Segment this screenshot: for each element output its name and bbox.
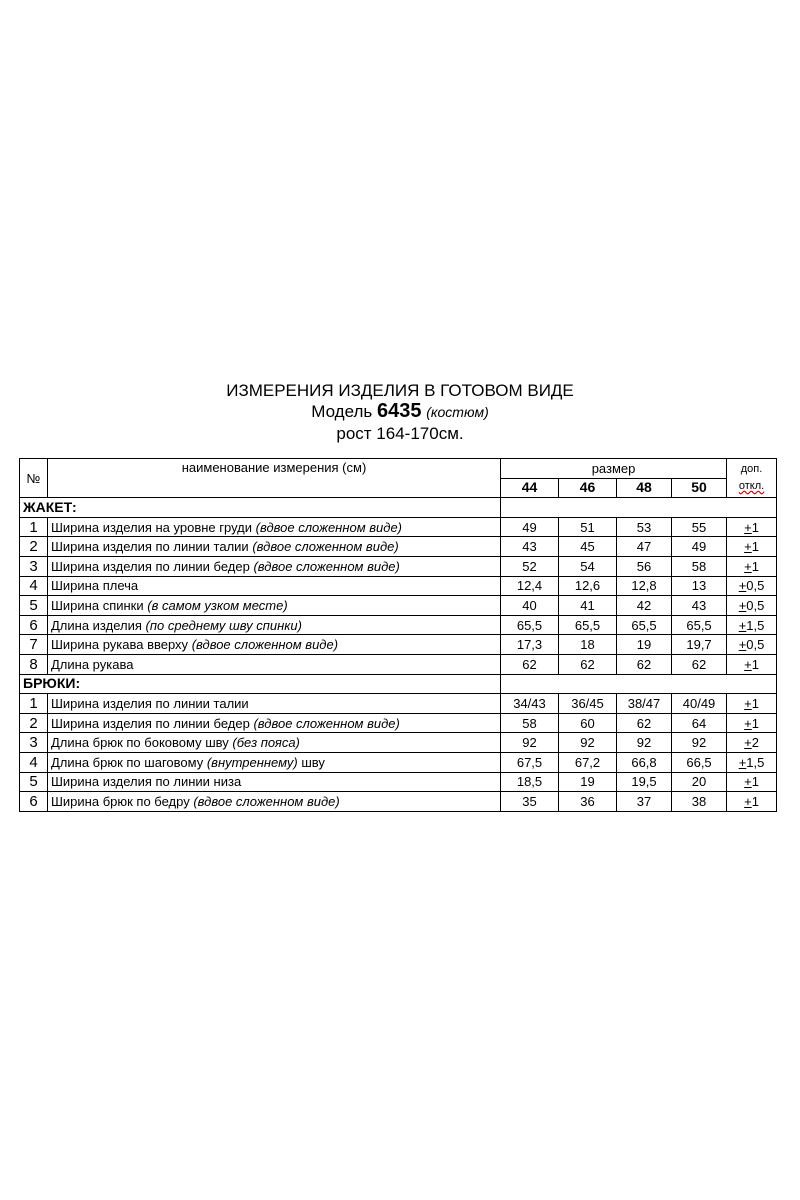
size-value: 18: [559, 635, 617, 655]
tolerance-value: [727, 713, 777, 733]
size-value: 37: [617, 792, 672, 812]
table-row: [20, 752, 777, 772]
tolerance-number: 0,5: [746, 637, 765, 653]
table-header-row: [20, 459, 777, 479]
measurement-name: [48, 596, 501, 616]
table-row: [20, 792, 777, 812]
col-name-header: наименование измерения (см): [48, 459, 501, 498]
table-row: [20, 694, 777, 714]
measurement-name: [48, 537, 501, 557]
size-value: 19: [559, 772, 617, 792]
size-value: 45: [559, 537, 617, 557]
size-value: 13: [672, 576, 727, 596]
tolerance-value: [727, 576, 777, 596]
tolerance-number: 1: [751, 793, 759, 809]
plus-minus-sign: +: [738, 617, 747, 633]
tolerance-number: 1,5: [746, 617, 765, 633]
plus-minus-sign: +: [738, 597, 747, 613]
model-prefix: Модель: [311, 402, 373, 421]
size-value: 55: [672, 517, 727, 537]
tolerance-number: 1: [751, 656, 759, 672]
size-value: 20: [672, 772, 727, 792]
height-range: рост 164-170см.: [336, 424, 464, 443]
measurement-suffix: шву: [297, 754, 325, 770]
size-value: 62: [501, 654, 559, 674]
table-row: [20, 654, 777, 674]
plus-minus-sign: +: [744, 558, 752, 574]
tolerance-value: [727, 537, 777, 557]
plus-minus-sign: +: [744, 539, 752, 555]
measurement-name: [48, 517, 501, 537]
tolerance-number: 1: [751, 774, 759, 790]
tolerance-header-line2: откл.: [738, 480, 765, 493]
size-value: 58: [501, 713, 559, 733]
plus-minus-sign: +: [744, 715, 752, 731]
size-value: 19: [617, 635, 672, 655]
table-row: [20, 517, 777, 537]
measurement-label: Ширина изделия по линии низа: [51, 774, 242, 790]
size-value: 12,6: [559, 576, 617, 596]
table-row: [20, 772, 777, 792]
measurement-label: Ширина плеча: [51, 578, 139, 594]
tolerance-value: [727, 556, 777, 576]
measurement-note: (в самом узком месте): [147, 597, 288, 613]
size-value: 51: [559, 517, 617, 537]
measurement-note: (вдвое сложенном виде): [193, 793, 340, 809]
plus-minus-sign: +: [744, 774, 752, 790]
tolerance-value: [727, 596, 777, 616]
plus-minus-sign: +: [738, 754, 747, 770]
table-row: [20, 733, 777, 753]
size-value: 49: [672, 537, 727, 557]
measurement-label: Длина брюк по боковому шву: [51, 735, 229, 751]
table-row: [20, 576, 777, 596]
row-number: 6: [20, 615, 48, 635]
tolerance-value: [727, 654, 777, 674]
size-value: 41: [559, 596, 617, 616]
measurement-note: (вдвое сложенном виде): [253, 558, 400, 574]
size-value: 19,7: [672, 635, 727, 655]
tolerance-value: [727, 792, 777, 812]
row-number: 6: [20, 792, 48, 812]
table-row: [20, 556, 777, 576]
size-value: 49: [501, 517, 559, 537]
measurements-table: [19, 458, 777, 812]
tolerance-number: 1: [751, 695, 759, 711]
measurement-name: [48, 576, 501, 596]
size-header: 46: [559, 478, 617, 498]
table-row: [20, 615, 777, 635]
row-number: 4: [20, 576, 48, 596]
tolerance-value: [727, 752, 777, 772]
measurement-note: (вдвое сложенном виде): [253, 715, 400, 731]
size-value: 58: [672, 556, 727, 576]
tolerance-number: 1: [751, 558, 759, 574]
tolerance-number: 1: [751, 539, 759, 555]
measurement-label: Длина брюк по шаговому: [51, 754, 204, 770]
size-value: 65,5: [501, 615, 559, 635]
table-row: [20, 635, 777, 655]
tolerance-value: [727, 517, 777, 537]
plus-minus-sign: +: [744, 735, 752, 751]
section-row: [20, 674, 777, 694]
plus-minus-sign: +: [738, 637, 747, 653]
size-value: 92: [501, 733, 559, 753]
size-value: 65,5: [617, 615, 672, 635]
size-value: 40/49: [672, 694, 727, 714]
row-number: 7: [20, 635, 48, 655]
col-tolerance-header: [727, 459, 777, 498]
size-value: 53: [617, 517, 672, 537]
measurement-label: Ширина изделия по линии талии: [51, 695, 249, 711]
measurement-label: Ширина рукава вверху: [51, 637, 189, 653]
tolerance-header-line1: доп.: [740, 463, 763, 476]
tolerance-value: [727, 772, 777, 792]
tolerance-number: 2: [751, 735, 759, 751]
size-value: 62: [617, 654, 672, 674]
row-number: 3: [20, 733, 48, 753]
table-row: [20, 713, 777, 733]
measurement-label: Ширина изделия по линии бедер: [51, 558, 250, 574]
size-value: 60: [559, 713, 617, 733]
size-value: 38: [672, 792, 727, 812]
tolerance-value: [727, 694, 777, 714]
measurement-name: [48, 615, 501, 635]
plus-minus-sign: +: [744, 695, 752, 711]
size-value: 67,5: [501, 752, 559, 772]
size-value: 47: [617, 537, 672, 557]
size-value: 92: [672, 733, 727, 753]
measurement-name: [48, 733, 501, 753]
size-header: 44: [501, 478, 559, 498]
document-title: ИЗМЕРЕНИЯ ИЗДЕЛИЯ В ГОТОВОМ ВИДЕ: [226, 381, 574, 400]
size-value: 34/43: [501, 694, 559, 714]
measurement-label: Ширина изделия на уровне груди: [51, 519, 253, 535]
size-value: 92: [559, 733, 617, 753]
measurement-name: [48, 792, 501, 812]
size-value: 36/45: [559, 694, 617, 714]
measurement-label: Длина рукава: [51, 656, 134, 672]
section-title: ЖАКЕТ:: [20, 498, 501, 518]
size-value: 66,5: [672, 752, 727, 772]
document-header: [0, 380, 800, 444]
size-value: 65,5: [672, 615, 727, 635]
size-value: 64: [672, 713, 727, 733]
size-value: 62: [559, 654, 617, 674]
size-value: 19,5: [617, 772, 672, 792]
measurement-label: Ширина изделия по линии талии: [51, 539, 249, 555]
row-number: 5: [20, 772, 48, 792]
size-header: 50: [672, 478, 727, 498]
size-value: 43: [672, 596, 727, 616]
model-number: 6435: [377, 400, 422, 422]
row-number: 1: [20, 517, 48, 537]
row-number: 1: [20, 694, 48, 714]
section-row: [20, 498, 777, 518]
size-value: 62: [617, 713, 672, 733]
plus-minus-sign: +: [744, 656, 752, 672]
row-number: 4: [20, 752, 48, 772]
plus-minus-sign: +: [738, 578, 747, 594]
size-value: 36: [559, 792, 617, 812]
size-value: 66,8: [617, 752, 672, 772]
size-value: 38/47: [617, 694, 672, 714]
measurement-note: (вдвое сложенном виде): [191, 637, 339, 653]
size-value: 12,8: [617, 576, 672, 596]
measurement-note: (вдвое сложенном виде): [252, 539, 399, 555]
size-value: 52: [501, 556, 559, 576]
plus-minus-sign: +: [744, 519, 752, 535]
plus-minus-sign: +: [744, 793, 752, 809]
tolerance-value: [727, 635, 777, 655]
size-value: 18,5: [501, 772, 559, 792]
size-value: 54: [559, 556, 617, 576]
measurement-name: [48, 713, 501, 733]
section-spacer: [501, 498, 777, 518]
size-header: 48: [617, 478, 672, 498]
tolerance-number: 1,5: [746, 754, 765, 770]
tolerance-number: 1: [751, 519, 759, 535]
col-size-header: размер: [501, 459, 727, 479]
row-number: 3: [20, 556, 48, 576]
measurement-label: Длина изделия: [51, 617, 142, 633]
size-value: 62: [672, 654, 727, 674]
measurement-note: (по среднему шву спинки): [145, 617, 302, 633]
table-row: [20, 537, 777, 557]
measurement-note: (вдвое сложенном виде): [255, 519, 402, 535]
measurement-name: [48, 635, 501, 655]
tolerance-value: [727, 733, 777, 753]
col-num-header: №: [20, 459, 48, 498]
row-number: 2: [20, 713, 48, 733]
section-spacer: [501, 674, 777, 694]
measurement-name: [48, 772, 501, 792]
section-title: БРЮКИ:: [20, 674, 501, 694]
tolerance-number: 0,5: [746, 578, 765, 594]
measurement-label: Ширина брюк по бедру: [51, 793, 190, 809]
measurement-label: Ширина спинки: [51, 597, 144, 613]
size-value: 40: [501, 596, 559, 616]
measurement-name: [48, 694, 501, 714]
tolerance-number: 0,5: [746, 597, 765, 613]
row-number: 2: [20, 537, 48, 557]
model-type: (костюм): [426, 404, 489, 420]
table-row: [20, 596, 777, 616]
size-value: 12,4: [501, 576, 559, 596]
measurement-label: Ширина изделия по линии бедер: [51, 715, 250, 731]
size-value: 42: [617, 596, 672, 616]
tolerance-value: [727, 615, 777, 635]
measurement-note: (без пояса): [232, 735, 300, 751]
size-value: 65,5: [559, 615, 617, 635]
measurement-name: [48, 752, 501, 772]
size-value: 35: [501, 792, 559, 812]
size-value: 92: [617, 733, 672, 753]
measurement-note: (внутреннему): [206, 754, 298, 770]
row-number: 5: [20, 596, 48, 616]
size-value: 56: [617, 556, 672, 576]
model-line: [0, 401, 800, 423]
row-number: 8: [20, 654, 48, 674]
size-value: 67,2: [559, 752, 617, 772]
size-value: 17,3: [501, 635, 559, 655]
measurement-name: [48, 654, 501, 674]
measurement-name: [48, 556, 501, 576]
tolerance-number: 1: [751, 715, 759, 731]
size-value: 43: [501, 537, 559, 557]
